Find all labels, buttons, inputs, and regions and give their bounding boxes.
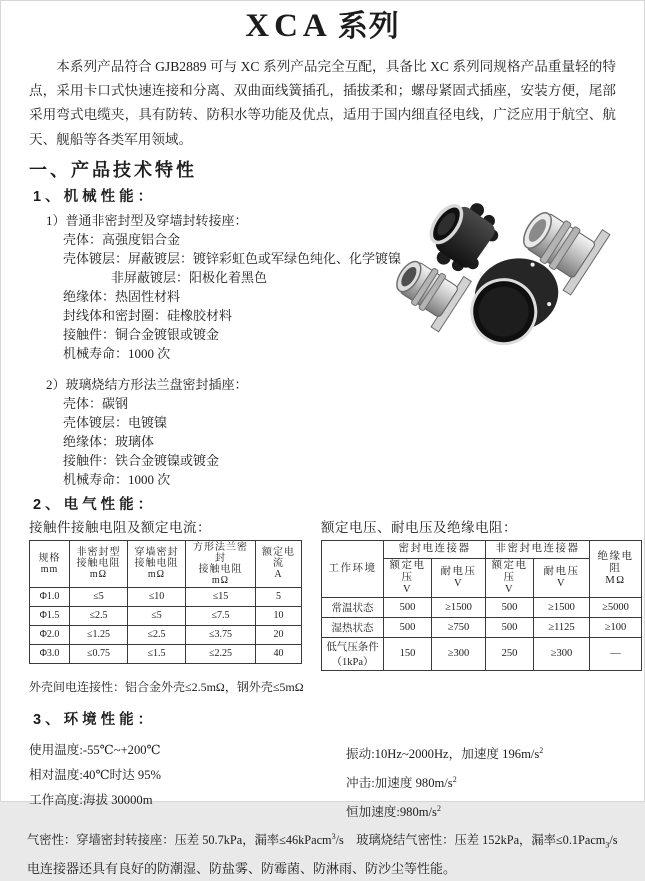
- table-row: [30, 606, 302, 625]
- page-title-latin: XCA: [245, 8, 332, 44]
- group2-item: 壳体：碳钢: [63, 395, 129, 411]
- cell-insulation: —: [590, 637, 642, 670]
- subsection-heading-electrical: 2、电气性能：: [33, 496, 157, 513]
- table-row: [30, 587, 302, 606]
- cell-environment: 低气压条件（1kPa）: [322, 637, 384, 670]
- cell-flange: ≤7.5: [186, 606, 256, 625]
- cell-sealed-rated: 500: [384, 597, 432, 617]
- table-row: [322, 617, 642, 637]
- col-header-environment: 工作环境: [322, 540, 384, 597]
- shell-conductivity-footnote: 外壳间电连接性：铝合金外壳≤2.5mΩ，钢外壳≤5mΩ: [29, 679, 304, 694]
- cell-sealed-rated: 500: [384, 617, 432, 637]
- col-header-unsealed: 非密封型 接触电阻 mΩ: [70, 540, 128, 587]
- cell-unsealed-withstand: ≥1500: [534, 597, 590, 617]
- cell-flange: ≤15: [186, 587, 256, 606]
- table-row: [30, 625, 302, 644]
- col-header-sealed-group: 密封电连接器: [384, 540, 486, 558]
- group1-title: 1）普通非密封型及穿墙封转接座：: [46, 212, 248, 228]
- cell-sealed-withstand: ≥1500: [432, 597, 486, 617]
- cell-sealed-rated: 150: [384, 637, 432, 670]
- cell-unsealed-rated: 500: [486, 617, 534, 637]
- intro-paragraph: 本系列产品符合 GJB2889 可与 XC 系列产品完全互配，具备比 XC 系列同规格产品重量轻的特点，采用卡口式快速连接和分离、双曲面线簧插孔，插拔柔和；螺母紧固式插座，安装方便，尾部采用弯式电缆夹，具有防转、防积水等功能及优点，适用于国内细直径电线，广泛应用于航空、航天、舰船等各类军用领域。: [29, 59, 616, 147]
- cell-unsealed-withstand: ≥1125: [534, 617, 590, 637]
- table-row: [30, 644, 302, 663]
- table-row: [322, 597, 642, 617]
- section-heading-tech: 一、产品技术特性: [29, 159, 197, 180]
- cell-current: 40: [256, 644, 302, 663]
- cell-environment: 湿热状态: [322, 617, 384, 637]
- connectors-photo-image: [384, 187, 636, 345]
- col-header-current: 额定电流 A: [256, 540, 302, 587]
- cell-sealed-withstand: ≥750: [432, 617, 486, 637]
- group1-item: 封线体和密封圈：硅橡胶材料: [63, 307, 233, 323]
- cell-wall: ≤2.5: [128, 625, 186, 644]
- cell-spec: Φ1.5: [30, 606, 70, 625]
- col-header-spec: 规格 mm: [30, 540, 70, 587]
- cell-unsealed: ≤5: [70, 587, 128, 606]
- group1-item: 机械寿命：1000 次: [63, 345, 171, 361]
- col-header-rated-sealed: 额定电压 V: [384, 558, 432, 597]
- group1-item: 壳体：高强度铝合金: [63, 231, 181, 247]
- cell-insulation: ≥5000: [590, 597, 642, 617]
- group2-title: 2）玻璃烧结方形法兰盘密封插座：: [46, 376, 248, 392]
- env-spec: 振动:10Hz~2000Hz，加速度 $196m/s^2$: [346, 745, 544, 761]
- env-spec: 使用温度:-55℃~+200℃: [29, 742, 161, 757]
- cell-unsealed-rated: 500: [486, 597, 534, 617]
- env-spec: 冲击:加速度 $980m/s^2$: [346, 775, 457, 791]
- cell-sealed-withstand: ≥300: [432, 637, 486, 670]
- col-header-unsealed-group: 非密封电连接器: [486, 540, 590, 558]
- col-header-insulation: 绝缘电阻 MΩ: [590, 540, 642, 597]
- env-spec: 工作高度:海拔 30000m: [29, 792, 153, 807]
- contact-resistance-block: [29, 519, 321, 671]
- mechanical-group-2: [46, 375, 644, 489]
- group2-item: 壳体镀层：电镀镍: [63, 414, 168, 430]
- cell-spec: Φ3.0: [30, 644, 70, 663]
- env-spec: 相对温度:40℃时达 95%: [29, 767, 161, 782]
- col-header-flange: 方形法兰密封 接触电阻 mΩ: [186, 540, 256, 587]
- cell-environment: 常温状态: [322, 597, 384, 617]
- group1-item: 接触件：铜合金镀银或镀金: [63, 326, 220, 342]
- subsection-heading-mechanical: 1、机械性能：: [33, 188, 157, 205]
- cell-spec: Φ2.0: [30, 625, 70, 644]
- group2-item: 接触件：铁合金镀镍或镀金: [63, 452, 220, 468]
- voltage-insulation-block: [321, 519, 642, 671]
- cell-insulation: ≥100: [590, 617, 642, 637]
- voltage-table-title: 额定电压、耐电压及绝缘电阻：: [321, 519, 517, 535]
- col-header-withstand-sealed: 耐电压 V: [432, 558, 486, 597]
- col-header-wall: 穿墙密封 接触电阻 mΩ: [128, 540, 186, 587]
- cell-wall: ≤10: [128, 587, 186, 606]
- contact-table-title: 接触件接触电阻及额定电流：: [29, 519, 211, 535]
- group2-item: 绝缘体：玻璃体: [63, 433, 155, 449]
- group1-item: 绝缘体：热固性材料: [63, 288, 181, 304]
- protection-summary-line: 电连接器还具有良好的防潮湿、防盐雾、防霉菌、防淋雨、防沙尘等性能。: [27, 860, 457, 876]
- cell-current: 20: [256, 625, 302, 644]
- environment-specs-right: [346, 738, 644, 826]
- table-row: [322, 637, 642, 670]
- airtightness-line: 气密性：穿墙密封转接座：压差 50.7kPa，漏率≤46kPacm$^3$/s 玻璃烧结气密性：压差 152kPa，漏率≤0.1Pacm$_3$/s: [27, 832, 618, 850]
- cell-unsealed: ≤0.75: [70, 644, 128, 663]
- page-title-cn: 系列: [337, 10, 400, 43]
- electrical-tables: [29, 519, 644, 671]
- group2-item: 机械寿命：1000 次: [63, 471, 171, 487]
- subsection-heading-environment: 3、环境性能：: [33, 711, 157, 728]
- cell-unsealed: ≤1.25: [70, 625, 128, 644]
- cell-spec: Φ1.0: [30, 587, 70, 606]
- cell-current: 5: [256, 587, 302, 606]
- col-header-rated-unsealed: 额定电压 V: [486, 558, 534, 597]
- environment-specs: [29, 738, 644, 826]
- voltage-insulation-table: [321, 540, 642, 671]
- page-title: [1, 1, 644, 46]
- cell-unsealed-rated: 250: [486, 637, 534, 670]
- cell-current: 10: [256, 606, 302, 625]
- cell-flange: ≤3.75: [186, 625, 256, 644]
- cell-unsealed-withstand: ≥300: [534, 637, 590, 670]
- group1-item: 壳体镀层：屏蔽镀层：镀锌彩虹色或军绿色纯化、化学镀镍: [63, 250, 402, 266]
- contact-resistance-table: [29, 540, 302, 664]
- env-spec: 恒加速度$:980m/s^2$: [346, 804, 441, 820]
- col-header-withstand-unsealed: 耐电压 V: [534, 558, 590, 597]
- cell-unsealed: ≤2.5: [70, 606, 128, 625]
- group1-item: 非屏蔽镀层：阳极化着黑色: [111, 269, 268, 285]
- cell-flange: ≤2.25: [186, 644, 256, 663]
- product-photo: [384, 187, 636, 345]
- environment-specs-left: [29, 738, 346, 826]
- cell-wall: ≤1.5: [128, 644, 186, 663]
- cell-wall: ≤5: [128, 606, 186, 625]
